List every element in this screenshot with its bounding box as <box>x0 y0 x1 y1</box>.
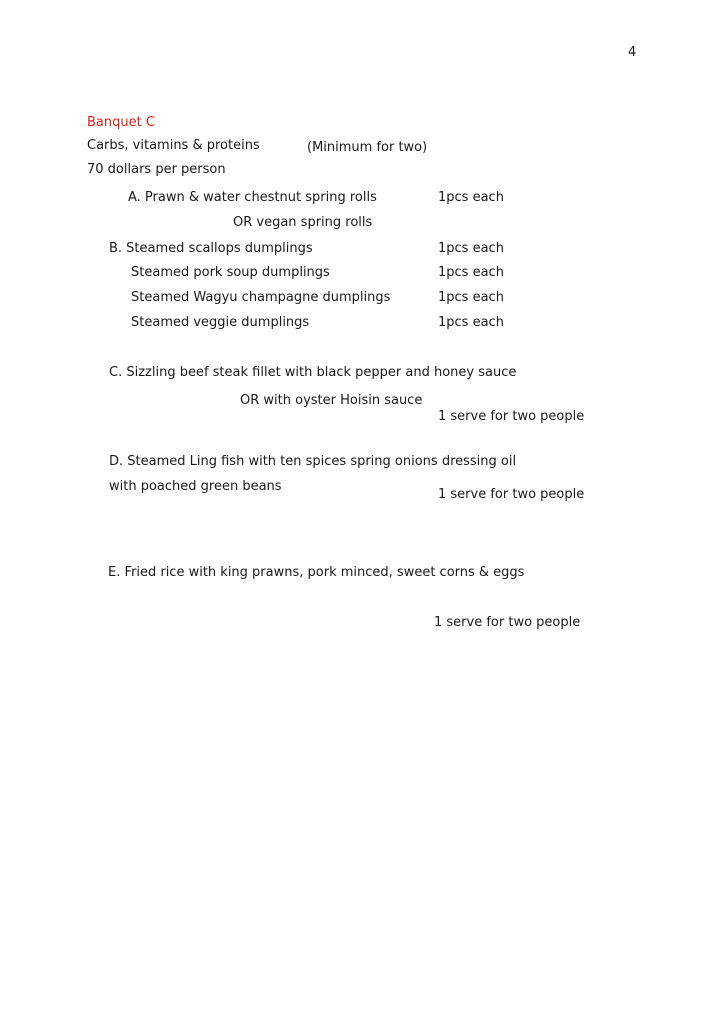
item-b-sub-name: Steamed pork soup dumplings <box>131 265 330 280</box>
item-a-name: A. Prawn & water chestnut spring rolls <box>128 190 377 205</box>
item-d-qty: 1 serve for two people <box>438 487 585 502</box>
banquet-subtitle: Carbs, vitamins & proteins <box>87 138 260 153</box>
minimum-note: (Minimum for two) <box>307 140 428 155</box>
item-b-sub-qty: 1pcs each <box>438 265 504 280</box>
item-b-sub-name: Steamed veggie dumplings <box>131 315 310 330</box>
item-b-name: B. Steamed scallops dumplings <box>109 241 313 256</box>
item-b-sub-qty: 1pcs each <box>438 290 504 305</box>
item-e-qty: 1 serve for two people <box>434 615 581 630</box>
item-d-name: D. Steamed Ling fish with ten spices spring onions dressing oil <box>109 454 517 469</box>
item-c-qty: 1 serve for two people <box>438 409 585 424</box>
page-number: 4 <box>628 45 637 60</box>
item-b-sub-name: Steamed Wagyu champagne dumplings <box>131 290 391 305</box>
item-a-qty: 1pcs each <box>438 190 504 205</box>
item-a-alternative: OR vegan spring rolls <box>233 215 373 230</box>
item-d-name-line2: with poached green beans <box>109 479 282 494</box>
item-b-qty: 1pcs each <box>438 241 504 256</box>
price-per-person: 70 dollars per person <box>87 162 226 177</box>
item-b-sub-qty: 1pcs each <box>438 315 504 330</box>
item-e-name: E. Fried rice with king prawns, pork minced, sweet corns & eggs <box>108 565 525 580</box>
item-c-name: C. Sizzling beef steak fillet with black pepper and honey sauce <box>109 365 517 380</box>
item-c-alternative: OR with oyster Hoisin sauce <box>240 393 423 408</box>
banquet-title: Banquet C <box>87 115 155 130</box>
